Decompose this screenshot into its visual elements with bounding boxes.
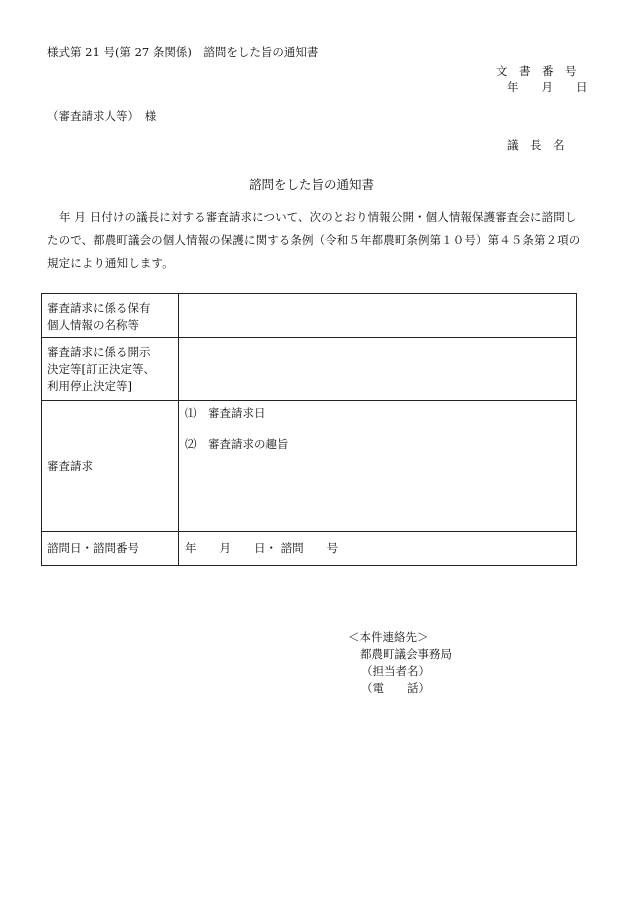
contact-office: 都農町議会事務局 (360, 647, 452, 661)
table-value-cell (179, 532, 577, 566)
document-title: 諮問をした旨の通知書 (249, 177, 375, 192)
inquiry-date-number: 年 月 日・ 諮問 号 (185, 541, 339, 555)
label-line: 諮問日・諮問番号 (47, 541, 139, 555)
table-label-cell (42, 532, 179, 566)
table-row (42, 401, 577, 532)
label-line: 利用停止決定等] (47, 379, 132, 393)
table-value-cell (179, 338, 577, 401)
label-line: 審査請求に係る開示 (47, 345, 151, 359)
body-paragraph: 年 月 日付けの議長に対する審査請求について、次のとおり情報公開・個人情報保護審査会に諮問したので、都農町議会の個人情報の保護に関する条例（令和５年都農町条例第１０号）第４５条第２項の規定により通知します。 (47, 210, 581, 270)
table-row (42, 532, 577, 566)
list-item: ⑵ 審査請求の趣旨 (185, 437, 289, 451)
table-value-cell (179, 294, 577, 338)
table-label-cell (42, 401, 179, 532)
label-line: 審査請求 (47, 458, 93, 473)
table-row (42, 338, 577, 401)
list-item: ⑴ 審査請求日 (185, 406, 266, 420)
document-number-label: 文 書 番 号 (496, 64, 577, 78)
form-reference: 様式第 21 号(第 27 条関係) 諮問をした旨の通知書 (47, 45, 319, 59)
table-value-cell (179, 401, 577, 532)
date-label: 年 月 日 (507, 80, 588, 94)
sender-name: 議 長 名 (507, 138, 565, 152)
addressee: （審査請求人等） 様 (47, 109, 157, 123)
label-line: 決定等[訂正決定等、 (47, 362, 155, 376)
contact-person: （担当者名） (361, 664, 430, 678)
contact-phone: （電 話） (361, 681, 430, 695)
label-line: 個人情報の名称等 (47, 318, 139, 332)
table-row (42, 294, 577, 338)
label-line: 審査請求に係る保有 (47, 301, 151, 315)
contact-heading: ＜本件連絡先＞ (348, 630, 429, 644)
request-info-table (41, 293, 577, 566)
table-label-cell (42, 294, 179, 338)
table-label-cell (42, 338, 179, 401)
